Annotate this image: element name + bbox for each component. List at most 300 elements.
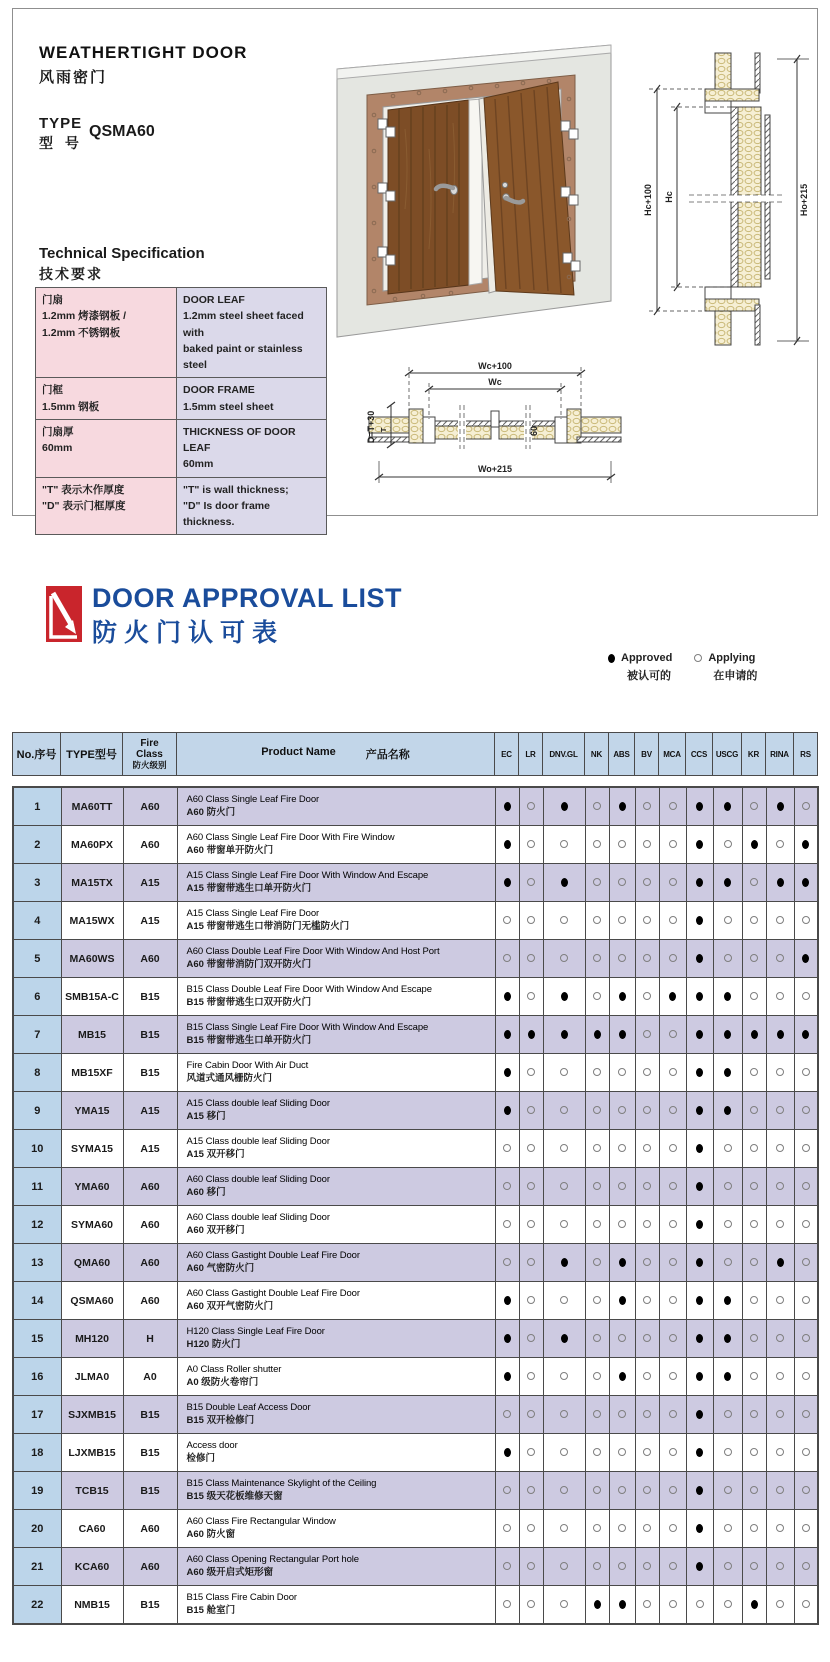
approval-cell-applying — [519, 1320, 543, 1358]
row-fire-class: A15 — [123, 1130, 177, 1168]
approved-dot-icon — [777, 1258, 784, 1267]
approval-cell-approved — [543, 1320, 585, 1358]
approval-cell-applying — [766, 1130, 794, 1168]
approval-cell-approved — [495, 1054, 519, 1092]
applying-dot-icon — [776, 954, 784, 962]
applying-dot-icon — [776, 840, 784, 848]
applying-dot-icon — [527, 1486, 535, 1494]
applying-dot-icon — [802, 1334, 810, 1342]
approval-cell-applying — [766, 1472, 794, 1510]
approval-cell-applying — [495, 1510, 519, 1548]
applying-dot-icon — [776, 992, 784, 1000]
approval-table — [12, 786, 819, 1625]
applying-dot-icon — [618, 1334, 626, 1342]
product-name-en: B15 Class Fire Cabin Door — [186, 1592, 297, 1604]
applying-dot-icon — [669, 840, 677, 848]
approval-cell-applying — [794, 1130, 818, 1168]
approval-cell-applying — [742, 902, 766, 940]
row-number: 19 — [13, 1472, 61, 1510]
approval-cell-applying — [659, 1434, 686, 1472]
approved-dot-icon — [696, 1562, 703, 1571]
product-name-en: A60 Class double leaf Sliding Door — [186, 1212, 330, 1224]
product-name-cn: B15 带窗带逃生口双开防火门 — [186, 996, 312, 1008]
product-name-cn: A60 防火门 — [186, 806, 236, 818]
applying-dot-icon — [593, 1296, 601, 1304]
approval-cell-applying — [585, 826, 609, 864]
applying-dot-icon — [802, 1562, 810, 1570]
legend-applying-label-en: Applying — [708, 652, 756, 664]
approved-dot-icon — [696, 1334, 703, 1343]
row-product — [177, 1510, 495, 1548]
approval-cell-applying — [659, 1472, 686, 1510]
table-row — [13, 1510, 818, 1548]
approval-cell-applying — [742, 1396, 766, 1434]
row-fire-class: A60 — [123, 787, 177, 826]
row-fire-class: A60 — [123, 1548, 177, 1586]
row-fire-class: A60 — [123, 940, 177, 978]
approved-dot-icon — [724, 1296, 731, 1305]
header-fire-class: Fire Class 防火级别 — [123, 733, 177, 776]
approved-dot-icon — [504, 1296, 511, 1305]
approval-cell-applying — [543, 1282, 585, 1320]
approved-dot-icon — [696, 1182, 703, 1191]
applying-dot-icon — [527, 1144, 535, 1152]
applying-dot-icon — [750, 1410, 758, 1418]
approval-cell-approved — [713, 978, 742, 1016]
approval-cell-approved — [495, 787, 519, 826]
product-name-en: B15 Class Single Leaf Fire Door With Window And Escape — [186, 1022, 429, 1034]
applying-dot-icon — [593, 840, 601, 848]
product-name-en: A15 Class double leaf Sliding Door — [186, 1098, 330, 1110]
approval-cell-approved — [766, 1244, 794, 1282]
brand-logo-icon — [46, 586, 82, 642]
approval-cell-applying — [659, 1358, 686, 1396]
approval-cell-approved — [543, 1244, 585, 1282]
product-name-en: Fire Cabin Door With Air Duct — [186, 1060, 309, 1072]
approval-cell-applying — [495, 902, 519, 940]
approval-cell-applying — [659, 864, 686, 902]
approval-cell-applying — [794, 1282, 818, 1320]
approval-cell-applying — [742, 1282, 766, 1320]
approved-dot-icon — [669, 992, 676, 1001]
approval-table-header — [12, 732, 818, 776]
approved-dot-icon — [724, 992, 731, 1001]
row-type: MA15WX — [61, 902, 123, 940]
table-row — [13, 826, 818, 864]
approval-cell-applying — [635, 864, 659, 902]
approval-cell-applying — [635, 1206, 659, 1244]
applying-dot-icon — [669, 954, 677, 962]
applying-dot-icon — [750, 954, 758, 962]
approval-cell-approved — [686, 1206, 713, 1244]
product-name-en: A15 Class double leaf Sliding Door — [186, 1136, 330, 1148]
product-name-en: H120 Class Single Leaf Fire Door — [186, 1326, 325, 1338]
product-name-cn: B15 舱室门 — [186, 1604, 236, 1616]
approval-cell-applying — [659, 1396, 686, 1434]
approval-cell-approved — [495, 1282, 519, 1320]
applying-dot-icon — [527, 1258, 535, 1266]
approval-cell-applying — [585, 1130, 609, 1168]
header-no: No.序号 — [13, 733, 61, 776]
applying-dot-icon — [593, 802, 601, 810]
approval-cell-applying — [585, 1358, 609, 1396]
approval-cell-applying — [766, 1586, 794, 1625]
approval-cell-approved — [686, 1396, 713, 1434]
approved-dot-icon — [724, 1372, 731, 1381]
applying-dot-icon — [503, 1524, 511, 1532]
approval-cell-approved — [543, 1016, 585, 1054]
table-row — [13, 1168, 818, 1206]
approved-dot-icon — [504, 1030, 511, 1039]
row-number: 5 — [13, 940, 61, 978]
row-product — [177, 1472, 495, 1510]
header-society-rina: RINA — [766, 733, 794, 776]
applying-dot-icon — [750, 1372, 758, 1380]
approved-dot-icon — [561, 992, 568, 1001]
approval-cell-applying — [742, 1206, 766, 1244]
approval-cell-applying — [794, 787, 818, 826]
type-label-cn: 型 号 — [39, 135, 83, 151]
approved-dot-icon — [724, 1068, 731, 1077]
applying-dot-icon — [527, 1562, 535, 1570]
applying-dot-icon — [503, 1182, 511, 1190]
approved-dot-icon — [724, 1334, 731, 1343]
header-society-abs: ABS — [609, 733, 635, 776]
approval-cell-applying — [794, 1472, 818, 1510]
applying-dot-icon — [643, 1562, 651, 1570]
approval-cell-applying — [609, 1092, 635, 1130]
approval-cell-applying — [519, 1282, 543, 1320]
applying-dot-icon — [527, 840, 535, 848]
approval-cell-applying — [742, 1054, 766, 1092]
applying-dot-icon — [776, 1106, 784, 1114]
approved-dot-icon — [594, 1600, 601, 1609]
row-fire-class: A15 — [123, 902, 177, 940]
approved-dot-icon — [504, 802, 511, 811]
approved-dot-icon — [594, 1030, 601, 1039]
applying-dot-icon — [593, 1410, 601, 1418]
vertical-section-drawing — [627, 49, 813, 349]
approval-cell-approved — [686, 864, 713, 902]
applying-dot-icon — [750, 916, 758, 924]
approval-cell-applying — [794, 1358, 818, 1396]
approval-cell-approved — [742, 826, 766, 864]
approval-cell-applying — [543, 940, 585, 978]
approval-cell-applying — [495, 1130, 519, 1168]
applying-dot-icon — [669, 1600, 677, 1608]
approval-cell-applying — [742, 1092, 766, 1130]
applying-dot-icon — [669, 1182, 677, 1190]
applying-dot-icon — [750, 1562, 758, 1570]
page-title-cn: 风雨密门 — [39, 69, 108, 86]
product-name-en: A0 Class Roller shutter — [186, 1364, 282, 1376]
applying-dot-icon — [724, 1410, 732, 1418]
applying-dot-icon — [802, 802, 810, 810]
approval-cell-applying — [543, 1548, 585, 1586]
approval-cell-applying — [713, 1168, 742, 1206]
product-name-en: B15 Class Maintenance Skylight of the Ceiling — [186, 1478, 377, 1490]
row-product — [177, 864, 495, 902]
approval-cell-approved — [686, 1358, 713, 1396]
approval-cell-applying — [659, 1130, 686, 1168]
approved-dot-icon — [802, 954, 809, 963]
approval-cell-applying — [543, 1586, 585, 1625]
approval-cell-applying — [659, 1282, 686, 1320]
approved-dot-icon — [561, 802, 568, 811]
applying-dot-icon — [724, 1600, 732, 1608]
approved-dot-icon — [696, 1144, 703, 1153]
approval-cell-applying — [609, 1472, 635, 1510]
row-type: QMA60 — [61, 1244, 123, 1282]
approval-cell-applying — [635, 978, 659, 1016]
approval-cell-approved — [766, 1016, 794, 1054]
row-fire-class: A60 — [123, 1510, 177, 1548]
row-type: MA15TX — [61, 864, 123, 902]
applying-dot-icon — [560, 1486, 568, 1494]
spec-cell-cn: 门扇厚 60mm — [36, 419, 177, 477]
row-type: SYMA60 — [61, 1206, 123, 1244]
applying-dot-icon — [560, 1106, 568, 1114]
approval-cell-approved — [766, 787, 794, 826]
approval-cell-applying — [713, 1434, 742, 1472]
row-number: 1 — [13, 787, 61, 826]
approval-cell-applying — [519, 1358, 543, 1396]
applying-dot-icon — [802, 1106, 810, 1114]
approval-cell-applying — [543, 902, 585, 940]
approved-dot-icon — [777, 878, 784, 887]
approval-cell-applying — [794, 1244, 818, 1282]
approved-dot-icon — [696, 1030, 703, 1039]
applying-dot-icon — [560, 1410, 568, 1418]
table-row — [13, 1206, 818, 1244]
applying-dot-icon — [776, 1182, 784, 1190]
row-type: NMB15 — [61, 1586, 123, 1625]
row-number: 6 — [13, 978, 61, 1016]
row-fire-class: H — [123, 1320, 177, 1358]
applying-dot-icon — [802, 1410, 810, 1418]
row-number: 12 — [13, 1206, 61, 1244]
applying-dot-icon — [802, 1372, 810, 1380]
applying-dot-icon — [669, 1372, 677, 1380]
dim-wall-t: T — [379, 427, 388, 433]
applying-dot-icon — [643, 1182, 651, 1190]
applying-dot-icon — [643, 1524, 651, 1532]
legend — [608, 650, 820, 685]
approved-dot-icon — [561, 1258, 568, 1267]
approved-dot-icon — [696, 1486, 703, 1495]
row-type: YMA60 — [61, 1168, 123, 1206]
row-fire-class: B15 — [123, 1396, 177, 1434]
table-row — [13, 1054, 818, 1092]
approval-cell-applying — [713, 1510, 742, 1548]
applying-dot-icon — [750, 1524, 758, 1532]
approval-cell-approved — [713, 1016, 742, 1054]
dim-hc: Hc — [664, 191, 674, 203]
applying-dot-icon — [503, 954, 511, 962]
applying-dot-icon — [802, 1144, 810, 1152]
row-number: 11 — [13, 1168, 61, 1206]
applying-dot-icon — [669, 1410, 677, 1418]
table-row — [13, 978, 818, 1016]
approval-cell-applying — [635, 1092, 659, 1130]
row-product — [177, 1282, 495, 1320]
row-type: KCA60 — [61, 1548, 123, 1586]
applying-dot-icon — [724, 1258, 732, 1266]
approved-dot-icon — [724, 1030, 731, 1039]
approval-cell-applying — [794, 1586, 818, 1625]
row-product — [177, 1586, 495, 1625]
approval-cell-applying — [609, 1510, 635, 1548]
approval-cell-applying — [659, 940, 686, 978]
row-number: 2 — [13, 826, 61, 864]
applying-dot-icon — [776, 1372, 784, 1380]
applying-dot-icon — [776, 1144, 784, 1152]
break-gap — [693, 195, 779, 202]
product-name-cn: A60 双开移门 — [186, 1224, 245, 1236]
applying-dot-icon — [669, 1296, 677, 1304]
approved-dot-icon — [802, 1030, 809, 1039]
approval-cell-applying — [794, 978, 818, 1016]
row-fire-class: A60 — [123, 1282, 177, 1320]
approved-dot-icon — [802, 878, 809, 887]
approval-cell-approved — [713, 1054, 742, 1092]
approval-cell-applying — [713, 1206, 742, 1244]
dim-depth: D=T+30 — [366, 410, 376, 444]
applying-dot-icon — [724, 1182, 732, 1190]
approval-cell-applying — [766, 1358, 794, 1396]
product-name-cn: A60 带窗单开防火门 — [186, 844, 274, 856]
row-fire-class: A60 — [123, 1168, 177, 1206]
applying-dot-icon — [750, 1448, 758, 1456]
applying-dot-icon — [527, 954, 535, 962]
applying-dot-icon — [593, 1486, 601, 1494]
header-society-ccs: CCS — [686, 733, 713, 776]
product-name-en: A60 Class Gastight Double Leaf Fire Door — [186, 1250, 360, 1262]
approved-dot-icon — [561, 1334, 568, 1343]
approval-cell-applying — [659, 1510, 686, 1548]
approval-cell-applying — [543, 1358, 585, 1396]
approval-cell-approved — [609, 1358, 635, 1396]
approved-dot-icon — [696, 1106, 703, 1115]
table-row — [13, 940, 818, 978]
approval-cell-approved — [686, 1092, 713, 1130]
product-name-cn: A15 移门 — [186, 1110, 226, 1122]
approved-dot-icon — [751, 1030, 758, 1039]
approval-cell-applying — [635, 1282, 659, 1320]
approval-cell-approved — [794, 1016, 818, 1054]
approved-dot-icon — [751, 1600, 758, 1609]
row-product — [177, 1092, 495, 1130]
approval-cell-applying — [543, 1472, 585, 1510]
applying-dot-icon — [560, 954, 568, 962]
row-product — [177, 1434, 495, 1472]
approval-cell-applying — [794, 1054, 818, 1092]
approved-dot-icon — [696, 1372, 703, 1381]
applying-dot-icon — [527, 1410, 535, 1418]
approval-cell-approved — [495, 1092, 519, 1130]
approved-dot-icon — [504, 1068, 511, 1077]
applying-dot-icon — [527, 992, 535, 1000]
approval-cell-approved — [686, 1472, 713, 1510]
approved-dot-icon — [696, 1220, 703, 1229]
header-society-lr: LR — [519, 733, 543, 776]
applying-dot-icon — [802, 1258, 810, 1266]
applying-dot-icon — [643, 1486, 651, 1494]
approval-cell-applying — [635, 826, 659, 864]
applying-dot-icon — [724, 1524, 732, 1532]
product-name-cn: 检修门 — [186, 1452, 216, 1464]
product-name-cn: B15 双开检修门 — [186, 1414, 255, 1426]
row-type: SMB15A-C — [61, 978, 123, 1016]
approval-cell-applying — [585, 787, 609, 826]
applying-dot-icon — [618, 916, 626, 924]
applying-dot-icon — [802, 1182, 810, 1190]
approval-cell-applying — [585, 1472, 609, 1510]
approval-cell-applying — [713, 902, 742, 940]
row-number: 3 — [13, 864, 61, 902]
approved-dot-icon — [619, 802, 626, 811]
approval-cell-applying — [519, 1244, 543, 1282]
approval-cell-applying — [585, 1548, 609, 1586]
applying-dot-icon — [618, 840, 626, 848]
applying-dot-icon — [560, 1068, 568, 1076]
approved-dot-icon — [608, 654, 615, 663]
approval-cell-approved — [519, 1016, 543, 1054]
approval-cell-applying — [543, 1510, 585, 1548]
approval-cell-applying — [713, 1130, 742, 1168]
product-name-cn: A15 双开移门 — [186, 1148, 245, 1160]
approval-cell-approved — [742, 1016, 766, 1054]
approval-cell-approved — [495, 826, 519, 864]
approval-cell-applying — [659, 1092, 686, 1130]
row-type: MH120 — [61, 1320, 123, 1358]
approval-cell-applying — [495, 1168, 519, 1206]
approval-cell-applying — [794, 1092, 818, 1130]
applying-dot-icon — [643, 916, 651, 924]
approved-dot-icon — [619, 992, 626, 1001]
product-name-cn: A15 带窗带逃生口单开防火门 — [186, 882, 312, 894]
legend-approved-label-en: Approved — [621, 652, 673, 664]
approval-cell-applying — [635, 1472, 659, 1510]
applying-dot-icon — [750, 1486, 758, 1494]
applying-dot-icon — [643, 1106, 651, 1114]
applying-dot-icon — [724, 1562, 732, 1570]
approval-cell-approved — [495, 1320, 519, 1358]
approval-cell-applying — [742, 978, 766, 1016]
approved-dot-icon — [696, 1524, 703, 1533]
header-row — [13, 733, 818, 776]
applying-dot-icon — [593, 878, 601, 886]
row-number: 21 — [13, 1548, 61, 1586]
product-name-cn: A60 防火窗 — [186, 1528, 236, 1540]
row-type: MA60TT — [61, 787, 123, 826]
applying-dot-icon — [669, 1448, 677, 1456]
row-fire-class: B15 — [123, 978, 177, 1016]
approval-cell-approved — [609, 1244, 635, 1282]
approval-title-cn: 防火门认可表 — [92, 619, 285, 647]
approval-cell-applying — [713, 1472, 742, 1510]
approval-cell-applying — [519, 902, 543, 940]
applying-dot-icon — [643, 1296, 651, 1304]
applying-dot-icon — [560, 1144, 568, 1152]
approval-cell-applying — [495, 1548, 519, 1586]
approval-cell-applying — [519, 826, 543, 864]
approval-cell-applying — [742, 1244, 766, 1282]
approved-dot-icon — [696, 916, 703, 925]
row-fire-class: A60 — [123, 1244, 177, 1282]
approval-title-en: DOOR APPROVAL LIST — [92, 583, 403, 613]
approval-cell-applying — [742, 787, 766, 826]
